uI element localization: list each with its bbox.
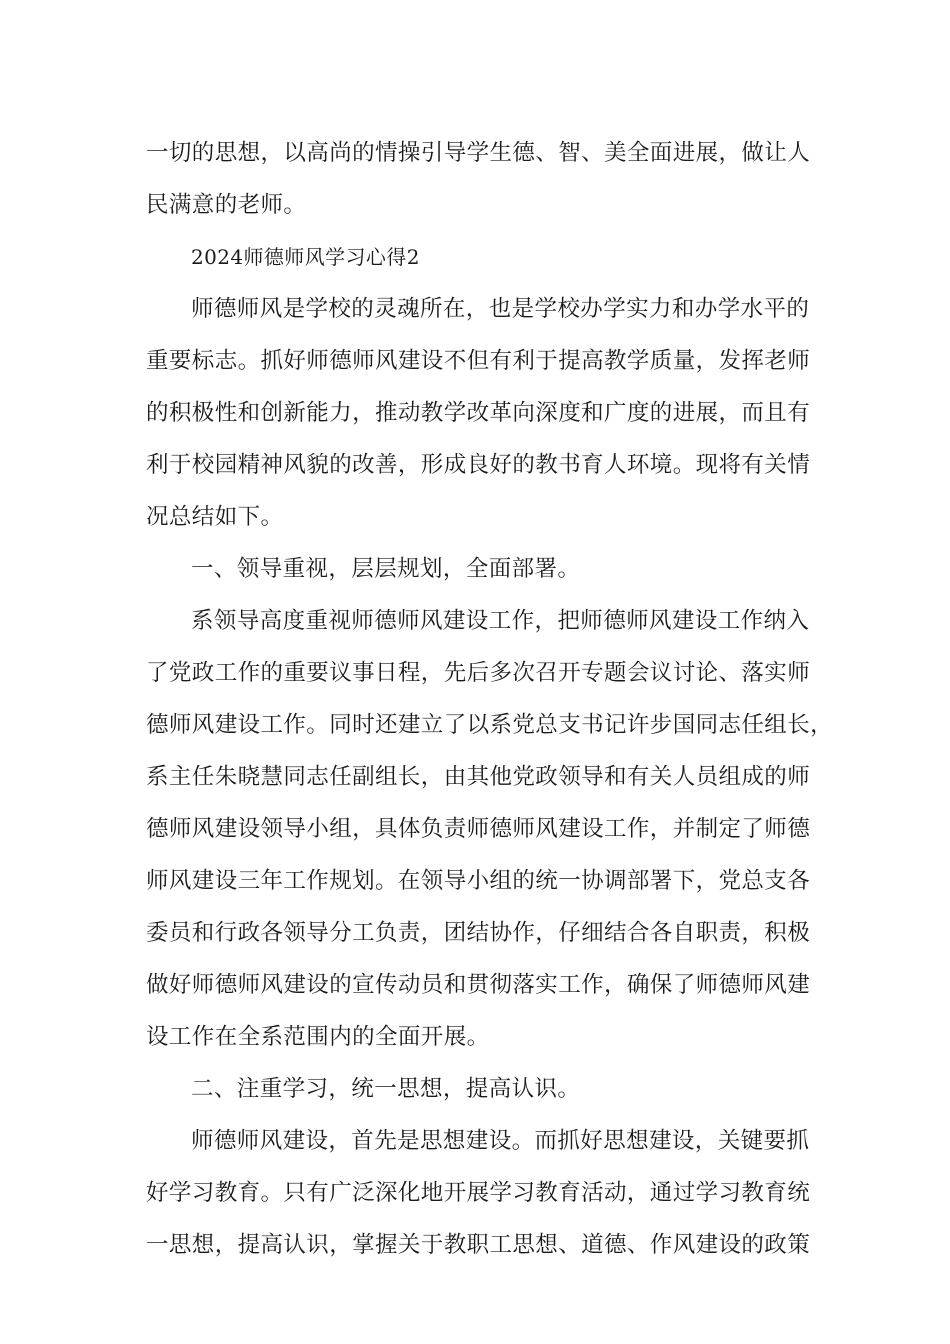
text-line: 设工作在全系范围内的全面开展。 <box>146 1024 490 1050</box>
text-line: 利于校园精神风貌的改善，形成良好的教书育人环境。现将有关情 <box>146 452 811 478</box>
section-heading: 二、注重学习，统一思想，提高认识。 <box>191 1076 581 1102</box>
text-line: 系领导高度重视师德师风建设工作，把师德师风建设工作纳入 <box>191 608 810 634</box>
text-line: 做好师德师风建设的宣传动员和贯彻落实工作，确保了师德师风建 <box>146 972 811 998</box>
text-line: 况总结如下。 <box>146 504 284 530</box>
text-line: 师风建设三年工作规划。在领导小组的统一协调部署下，党总支各 <box>146 868 811 894</box>
section-heading: 一、领导重视，层层规划，全面部署。 <box>191 556 581 582</box>
document-body <box>146 127 834 1271</box>
text-line: 德师风建设领导小组，具体负责师德师风建设工作，并制定了师德 <box>146 816 811 842</box>
text-line: 委员和行政各领导分工负责，团结协作，仔细结合各自职责，积极 <box>146 920 811 946</box>
text-line: 了党政工作的重要议事日程，先后多次召开专题会议讨论、落实师 <box>146 660 811 686</box>
text-line: 师德师风是学校的灵魂所在，也是学校办学实力和办学水平的 <box>191 296 810 322</box>
text-line: 好学习教育。只有广泛深化地开展学习教育活动，通过学习教育统 <box>146 1180 811 1206</box>
text-line: 师德师风建设，首先是思想建设。而抓好思想建设，关键要抓 <box>191 1128 810 1154</box>
text-line: 一思想，提高认识，掌握关于教职工思想、道德、作风建设的政策 <box>146 1232 811 1258</box>
text-line: 德师风建设工作。同时还建立了以系党总支书记许步国同志任组长， <box>146 712 834 738</box>
text-line: 一切的思想，以高尚的情操引导学生德、智、美全面进展，做让人 <box>146 140 811 166</box>
section-title: 2024师德师风学习心得2 <box>191 245 420 269</box>
text-line: 系主任朱晓慧同志任副组长，由其他党政领导和有关人员组成的师 <box>146 764 811 790</box>
text-line: 的积极性和创新能力，推动教学改革向深度和广度的进展，而且有 <box>146 400 811 426</box>
text-line: 重要标志。抓好师德师风建设不但有利于提高教学质量，发挥老师 <box>146 348 811 374</box>
text-line: 民满意的老师。 <box>146 192 307 218</box>
